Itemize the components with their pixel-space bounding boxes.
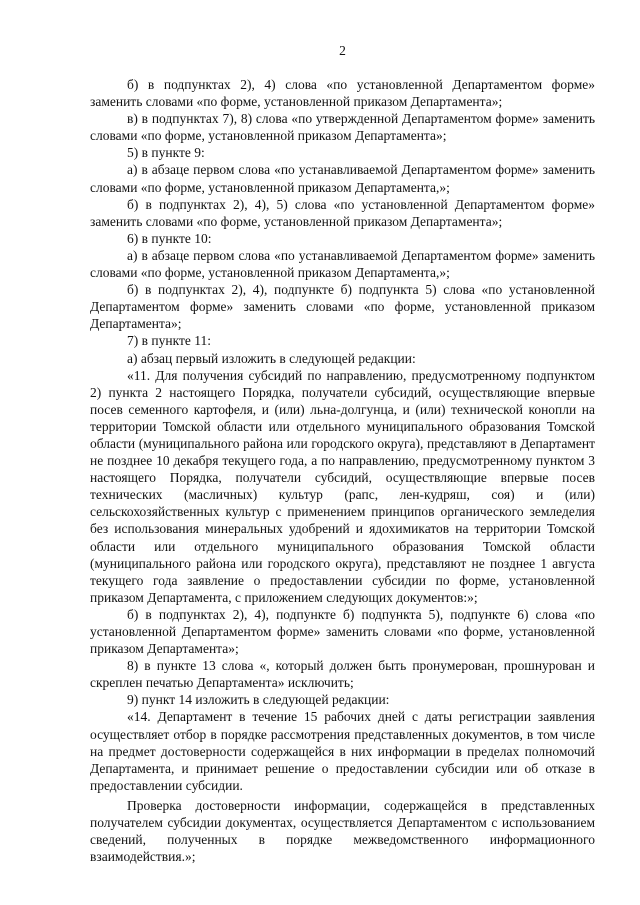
- paragraph: б) в подпунктах 2), 4), 5) слова «по установленной Департаментом форме» заменить словами «по форме, установленной приказом Департамента»;: [90, 196, 595, 229]
- paragraph: Проверка достоверности информации, содержащейся в представленных получателем субсидии документах, осуществляется Департаментом с использованием сведений, полученных в порядке межведомственного информационного взаимодействия.»;: [90, 797, 595, 865]
- paragraph: а) абзац первый изложить в следующей редакции:: [127, 350, 416, 366]
- paragraph: б) в подпунктах 2), 4), подпункте б) подпункта 5) слова «по установленной Департаментом форме» заменить словами «по форме, установленной приказом Департамента»;: [90, 282, 595, 332]
- paragraph: а) в абзаце первом слова «по устанавливаемой Департаментом форме» заменить словами «по форме, установленной приказом Департамента,»;: [90, 247, 595, 281]
- paragraph: 6) в пункте 10:: [127, 230, 212, 246]
- paragraph: а) в абзаце первом слова «по устанавливаемой Департаментом форме» заменить словами «по форме, установленной приказом Департамента,»;: [90, 162, 595, 195]
- paragraph: б) в подпунктах 2), 4) слова «по установленной Департаментом форме» заменить словами «по форме, установленной приказом Департамента»;: [90, 77, 595, 110]
- paragraph: 5) в пункте 9:: [127, 145, 205, 161]
- page-number: 2: [339, 43, 346, 58]
- paragraph: 7) в пункте 11:: [127, 333, 211, 349]
- document-body: [90, 76, 595, 865]
- paragraph: «11. Для получения субсидий по направлению, предусмотренному подпунктом 2) пункта 2 настоящего Порядка, получатели субсидий, осуществляющие впервые посев семенного картофеля, и (или) льна-долгунца, и (или) технической конопли на территории Томской области или отдельного муниципального образования Томской области (муниципального района или городского округа), представляют в Департамент не позднее 10 декабря текущего года, а по направлению, предусмотренному пунктом 3 настоящего Порядка, получатели субсидий, осуществляющие впервые посев технических (масличных) культур (рапс, лен-кудряш, соя) и (или) сельскохозяйственных культур с применением принципов органического земледелия без использования минеральных удобрений и ядохимикатов на территории Томской области или отдельного муниципального образования Томской области (муниципального района или городского округа), представляют не позднее 1 августа текущего года заявление о предоставлении субсидии по форме, установленной приказом Департамента, с приложением следующих документов:»;: [90, 367, 595, 605]
- paragraph: 9) пункт 14 изложить в следующей редакции:: [127, 692, 390, 708]
- paragraph: «14. Департамент в течение 15 рабочих дней с даты регистрации заявления осуществляет отбор в порядке рассмотрения представленных документов, в том числе на предмет достоверности содержащейся в них информации в пределах полномочий Департамента, и принимает решение о предоставлении субсидии или об отказе в предоставлении субсидии.: [90, 709, 595, 793]
- paragraph: 8) в пункте 13 слова «, который должен быть пронумерован, прошнурован и скреплен печатью Департамента» исключить;: [90, 658, 595, 691]
- paragraph: б) в подпунктах 2), 4), подпункте б) подпункта 5), подпункте 6) слова «по установленной Департаментом форме» заменить словами «по форме, установленной приказом Департамента»;: [90, 606, 595, 657]
- document-page: [90, 0, 595, 905]
- paragraph: в) в подпунктах 7), 8) слова «по утвержденной Департаментом форме» заменить словами «по форме, установленной приказом Департамента»;: [90, 111, 595, 144]
